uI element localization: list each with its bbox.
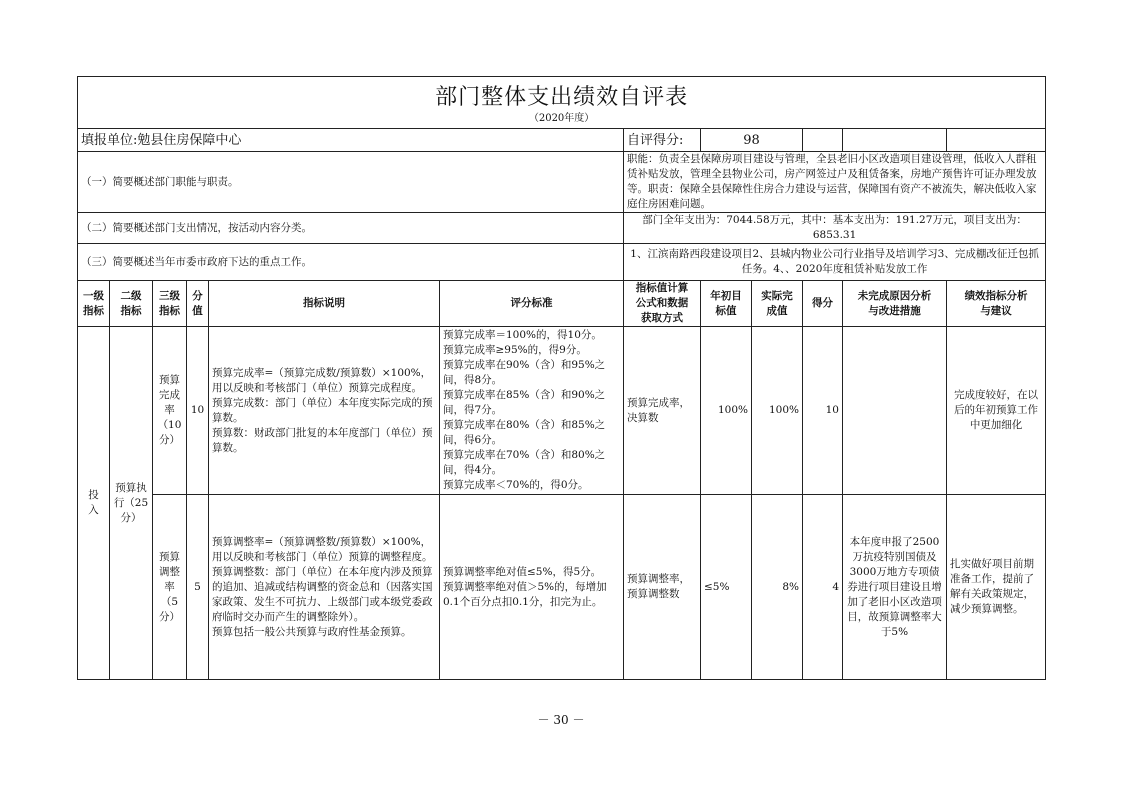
suggestion-cell: 扎实做好项目前期准备工作，提前了解有关政策规定，减少预算调整。 [947,495,1046,680]
suggestion-cell: 完成度较好，在以后的年初预算工作中更加细化 [947,327,1046,495]
empty-cell [947,129,1046,152]
empty-cell [803,129,843,152]
header-criteria: 评分标准 [440,281,624,327]
points-cell: 10 [187,327,209,495]
section-3-label: （三）简要概述当年市委市政府下达的重点工作。 [78,244,624,281]
description-cell: 预算完成率=（预算完成数/预算数）×100%，用以反映和考核部门（单位）预算完成程度。 预算完成数：部门（单位）本年度实际完成的预算数。 预算数：财政部门批复的本年度部门（单位）预算数。 [209,327,440,495]
actual-cell: 100% [752,327,803,495]
criteria-cell: 预算完成率＝100%的，得10分。 预算完成率≥95%的，得9分。 预算完成率在90%（含）和95%之间，得8分。 预算完成率在85%（含）和90%之间，得7分。 预算完成率在80%（含）和85%之间，得6分。 预算完成率在70%（含）和80%之间，得4分。 预算完成率＜70%的，得0分。 [440,327,624,495]
criteria-cell: 预算调整率绝对值≤5%，得5分。 预算调整率绝对值＞5%的，每增加0.1个百分点扣0.1分，扣完为止。 [440,495,624,680]
score-cell: 4 [803,495,843,680]
header-level3: 三级 指标 [153,281,187,327]
description-cell: 预算调整率=（预算调整数/预算数）×100%，用以反映和考核部门（单位）预算的调整程度。 预算调整数：部门（单位）在本年度内涉及预算的追加、追减或结构调整的资金总和（因落实国家政策、发生不可抗力、上级部门或本级党委政府临时交办而产生的调整除外）。 预算包括一般公共预算与政府性基金预算。 [209,495,440,680]
header-actual: 实际完 成值 [752,281,803,327]
empty-cell [843,129,947,152]
header-target: 年初目 标值 [701,281,752,327]
score-label: 自评得分: [624,129,701,152]
reason-cell: 本年度申报了2500万抗疫特别国债及3000万地方专项债券进行项目建设且增加了老旧小区改造项目，故预算调整率大于5% [843,495,947,680]
header-suggestion: 绩效指标分析 与建议 [947,281,1046,327]
actual-cell: 8% [752,495,803,680]
level3-cell: 预算 完成 率 （10 分） [153,327,187,495]
target-cell: ≤5% [701,495,752,680]
header-formula: 指标值计算 公式和数据 获取方式 [624,281,701,327]
header-level2: 二级 指标 [110,281,153,327]
header-points: 分 值 [187,281,209,327]
score-cell: 10 [803,327,843,495]
level1-cell: 投 入 [78,327,110,680]
page-number: － 30 － [537,713,585,727]
table-row [78,327,1046,495]
formula-cell: 预算完成率，决算数 [624,327,701,495]
score-value: 98 [701,129,803,152]
header-score: 得分 [803,281,843,327]
section-2-label: （二）简要概述部门支出情况，按活动内容分类。 [78,213,624,244]
level3-cell: 预算 调整 率 （5 分） [153,495,187,680]
header-level1: 一级 指标 [78,281,110,327]
level2-cell: 预算执 行（25 分） [110,327,153,680]
section-1-content: 职能：负责全县保障房项目建设与管理，全县老旧小区改造项目建设管理，低收入人群租赁补贴发放，管理全县物业公司，房产网签过户及租赁备案，房地产预售许可证办理发放等。职责：保障全县保障性住房合力建设与运营，保障国有资产不被流失，解决低收入家庭住房困难问题。 [624,152,1046,213]
section-3-content: 1、江滨南路西段建设项目2、县城内物业公司行业指导及培训学习3、完成棚改征迁包抓任务。4、、2020年度租赁补贴发放工作 [624,244,1046,281]
performance-table [77,76,1046,680]
header-reason: 未完成原因分析 与改进措施 [843,281,947,327]
points-cell: 5 [187,495,209,680]
reporting-unit: 填报单位:勉县住房保障中心 [78,129,624,152]
table-row [78,495,1046,680]
section-2-content: 部门全年支出为：7044.58万元，其中：基本支出为：191.27万元，项目支出为：6853.31 [624,213,1046,244]
section-1-label: （一）简要概述部门职能与职责。 [78,152,624,213]
page-subtitle: （2020年度） [528,112,595,124]
header-description: 指标说明 [209,281,440,327]
reason-cell [843,327,947,495]
target-cell: 100% [701,327,752,495]
title-cell [78,77,1046,129]
formula-cell: 预算调整率，预算调整数 [624,495,701,680]
page-title: 部门整体支出绩效自评表 [435,84,689,110]
